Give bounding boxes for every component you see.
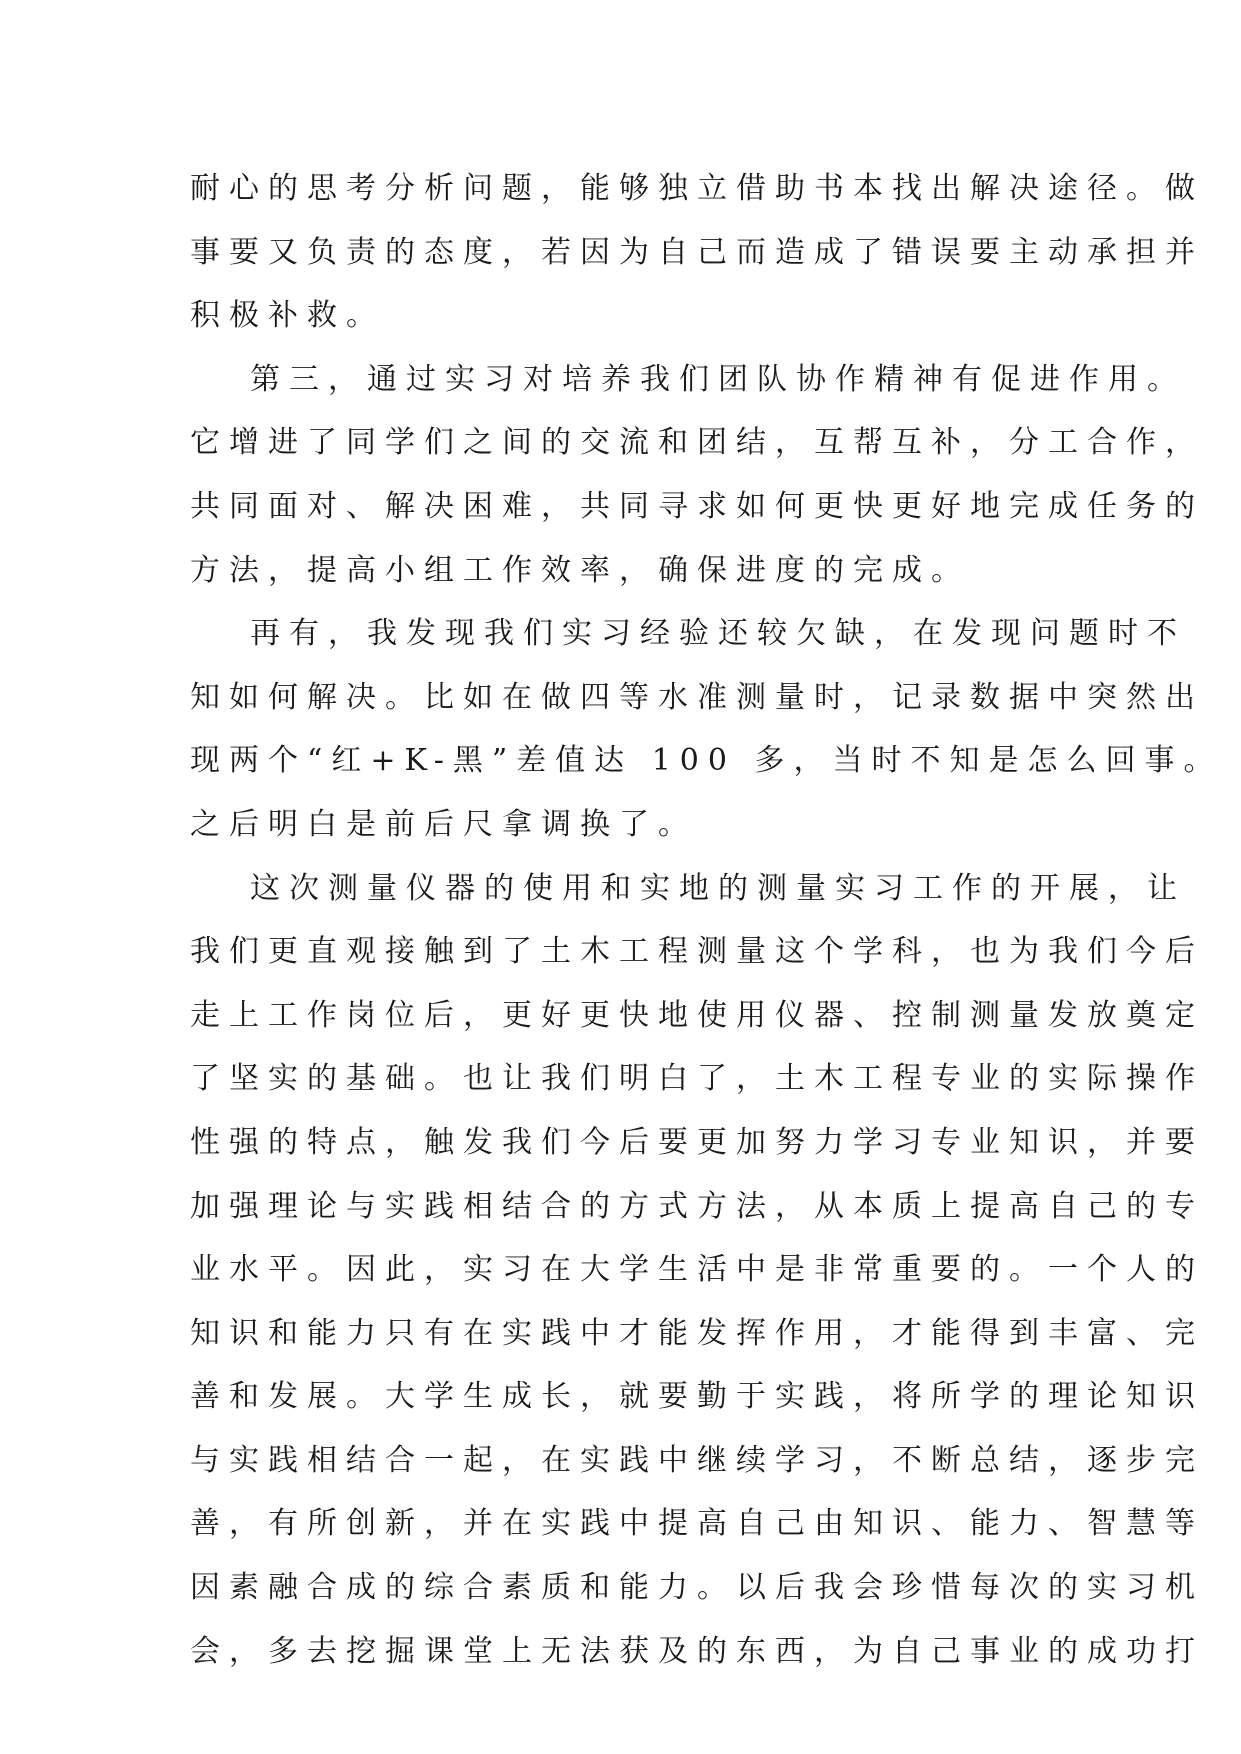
text-line: 再有，我发现我们实习经验还较欠缺，在发现问题时不	[250, 616, 1186, 652]
text-line: 积极补救。	[190, 298, 385, 334]
text-line: 现两个“红+K-黑”差值达 100 多，当时不知是怎么回事。	[190, 743, 1223, 779]
text-line: 走上工作岗位后，更好更快地使用仪器、控制测量发放奠定	[190, 997, 1204, 1033]
text-line: 第三，通过实习对培养我们团队协作精神有促进作用。	[250, 361, 1186, 397]
text-line: 加强理论与实践相结合的方式方法，从本质上提高自己的专	[190, 1188, 1204, 1224]
text-line: 知识和能力只有在实践中才能发挥作用，才能得到丰富、完	[190, 1315, 1204, 1351]
text-line: 性强的特点，触发我们今后要更加努力学习专业知识，并要	[190, 1124, 1204, 1160]
text-line: 这次测量仪器的使用和实地的测量实习工作的开展，让	[250, 870, 1186, 906]
text-line: 知如何解决。比如在做四等水准测量时，记录数据中突然出	[190, 679, 1204, 715]
text-line: 共同面对、解决困难，共同寻求如何更快更好地完成任务的	[190, 488, 1204, 524]
text-line: 方法，提高小组工作效率，确保进度的完成。	[190, 552, 970, 588]
text-line: 善，有所创新，并在实践中提高自己由知识、能力、智慧等	[190, 1506, 1204, 1542]
body-text	[190, 157, 1223, 1683]
text-line: 事要又负责的态度，若因为自己而造成了错误要主动承担并	[190, 234, 1204, 270]
text-line: 会，多去挖掘课堂上无法获及的东西，为自己事业的成功打	[190, 1633, 1204, 1669]
text-line: 耐心的思考分析问题，能够独立借助书本找出解决途径。做	[190, 171, 1204, 206]
text-line: 它增进了同学们之间的交流和团结，互帮互补，分工合作，	[190, 425, 1204, 461]
text-line: 与实践相结合一起，在实践中继续学习，不断总结，逐步完	[190, 1442, 1204, 1478]
text-line: 因素融合成的综合素质和能力。以后我会珍惜每次的实习机	[190, 1570, 1204, 1606]
text-line: 业水平。因此，实习在大学生活中是非常重要的。一个人的	[190, 1252, 1204, 1288]
text-line: 我们更直观接触到了土木工程测量这个学科，也为我们今后	[190, 934, 1204, 970]
text-line: 了坚实的基础。也让我们明白了，土木工程专业的实际操作	[190, 1061, 1204, 1097]
text-line: 善和发展。大学生成长，就要勤于实践，将所学的理论知识	[190, 1379, 1204, 1415]
text-line: 之后明白是前后尺拿调换了。	[190, 806, 697, 842]
